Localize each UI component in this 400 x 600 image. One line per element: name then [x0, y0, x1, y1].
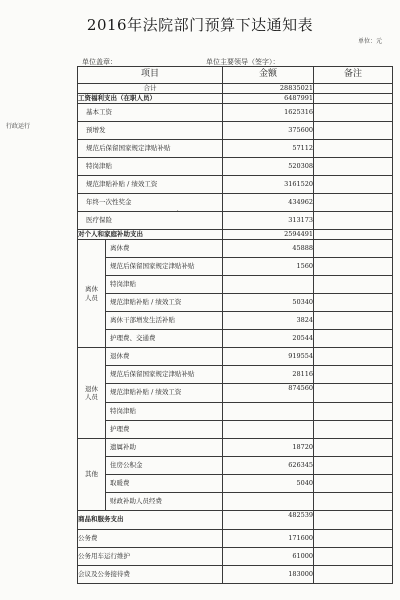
- item-label: 规范后保留国家规定津贴补贴: [106, 258, 223, 276]
- section-label: 对个人和家庭补助支出: [78, 230, 223, 240]
- group-label-line: 离休: [85, 285, 98, 294]
- note-cell: [314, 312, 393, 330]
- item-label: 财政补助人员经费: [106, 493, 223, 511]
- leader-signature-label: 单位主要领导（签字）：: [206, 58, 280, 66]
- note-cell: [314, 276, 393, 294]
- unit-label: 单位：元: [357, 38, 382, 45]
- note-cell: [314, 457, 393, 475]
- item-amount: 3824: [223, 312, 314, 330]
- note-cell: [314, 94, 393, 104]
- item-label: 规范津贴补贴 / 绩效工资: [106, 384, 223, 403]
- section-amount: 6487991: [223, 94, 314, 104]
- item-amount: [223, 276, 314, 294]
- total-amount: 28835021: [223, 84, 314, 94]
- item-amount: 626345: [223, 457, 314, 475]
- item-label: 特岗津贴: [78, 158, 223, 176]
- item-label: 医疗保险: [78, 212, 223, 230]
- item-amount: 919554: [223, 348, 314, 366]
- item-label: 规范津贴补贴 / 绩效工资: [78, 176, 223, 194]
- item-amount: 5040: [223, 475, 314, 493]
- section-row: [78, 94, 393, 104]
- item-label: 取暖费: [106, 475, 223, 493]
- note-cell: [314, 140, 393, 158]
- note-cell: [314, 530, 393, 548]
- item-amount: 45888: [223, 240, 314, 258]
- note-cell: [314, 176, 393, 194]
- note-cell: [314, 240, 393, 258]
- item-amount: 3161520: [223, 176, 314, 194]
- note-cell: [314, 421, 393, 439]
- section-amount: 2594491: [223, 230, 314, 240]
- note-cell: [314, 403, 393, 421]
- table-row: [78, 384, 393, 403]
- stray-mark: ′: [177, 210, 179, 217]
- note-cell: [314, 493, 393, 511]
- item-amount: 57112: [223, 140, 314, 158]
- table-row: [78, 158, 393, 176]
- total-label: 合计: [78, 84, 223, 94]
- table-row: [78, 176, 393, 194]
- group-label-other: 其他: [78, 439, 106, 511]
- item-label: 住房公积金: [106, 457, 223, 475]
- group-label-line: 人员: [85, 293, 98, 302]
- table-row: [78, 348, 393, 366]
- table-row: [78, 122, 393, 140]
- note-cell: [314, 566, 393, 584]
- table-row: [78, 439, 393, 457]
- note-cell: [314, 348, 393, 366]
- item-amount: [223, 403, 314, 421]
- item-amount: 183000: [223, 566, 314, 584]
- note-cell: [314, 511, 393, 530]
- table-row: [78, 566, 393, 584]
- item-amount: 18720: [223, 439, 314, 457]
- note-cell: [314, 330, 393, 348]
- item-label: 离休费: [106, 240, 223, 258]
- note-cell: [314, 366, 393, 384]
- item-label: 护理费、交通费: [106, 330, 223, 348]
- item-amount: 874560: [223, 384, 314, 403]
- table-row: [78, 194, 393, 212]
- item-label: 年终一次性奖金: [78, 194, 223, 212]
- table-row: [78, 240, 393, 258]
- table-row: [78, 475, 393, 493]
- item-label: 规范后保留国家规定津贴补贴: [78, 140, 223, 158]
- item-label: 退休费: [106, 348, 223, 366]
- note-cell: [314, 548, 393, 566]
- page-title: 2016年法院部门预算下达通知表: [86, 16, 314, 34]
- table-row: [78, 294, 393, 312]
- item-amount: 375600: [223, 122, 314, 140]
- item-amount: 434962: [223, 194, 314, 212]
- table-row: [78, 493, 393, 511]
- note-cell: [314, 122, 393, 140]
- item-amount: 20544: [223, 330, 314, 348]
- col-item-header: 项目: [78, 67, 223, 84]
- item-label: 特岗津贴: [106, 403, 223, 421]
- note-cell: [314, 158, 393, 176]
- section-amount: 482539: [223, 511, 314, 530]
- item-amount: [223, 493, 314, 511]
- table-row: [78, 212, 393, 230]
- section-row: [78, 230, 393, 240]
- group-label-pensioner: [78, 348, 106, 439]
- section-row: [78, 511, 393, 530]
- item-amount: 1625316: [223, 104, 314, 122]
- item-label: 基本工资: [78, 104, 223, 122]
- item-amount: 520308: [223, 158, 314, 176]
- note-cell: [314, 475, 393, 493]
- item-label: 护理费: [106, 421, 223, 439]
- table-row: [78, 104, 393, 122]
- seal-label: 单位盖章：: [82, 58, 117, 66]
- note-cell: [314, 439, 393, 457]
- note-cell: [314, 84, 393, 94]
- note-cell: [314, 258, 393, 276]
- total-row: [78, 84, 393, 94]
- table-row: [78, 276, 393, 294]
- table-row: [78, 330, 393, 348]
- item-label: 会议及公务接待费: [78, 566, 223, 584]
- table-row: [78, 421, 393, 439]
- item-label: 预增发: [78, 122, 223, 140]
- table-row: [78, 312, 393, 330]
- col-note-header: 备注: [314, 67, 393, 84]
- note-cell: [314, 194, 393, 212]
- note-cell: [314, 384, 393, 403]
- table-row: [78, 403, 393, 421]
- item-amount: 28116: [223, 366, 314, 384]
- table-row: [78, 258, 393, 276]
- item-amount: 171600: [223, 530, 314, 548]
- note-cell: [314, 230, 393, 240]
- section-label: 工资福利支出（在职人员）: [78, 94, 223, 104]
- note-cell: [314, 104, 393, 122]
- item-label: 规范津贴补贴 / 绩效工资: [106, 294, 223, 312]
- group-label-line: 人员: [85, 393, 98, 401]
- item-label: 离休干部增发生活补贴: [106, 312, 223, 330]
- item-amount: 1560: [223, 258, 314, 276]
- table-row: [78, 530, 393, 548]
- budget-table: [77, 66, 393, 584]
- item-label: 公务用车运行维护: [78, 548, 223, 566]
- table-row: [78, 457, 393, 475]
- note-cell: [314, 212, 393, 230]
- item-label: 规范后保留国家规定津贴补贴: [106, 366, 223, 384]
- group-label-line: 退休: [85, 384, 98, 393]
- col-amount-header: 金额: [223, 67, 314, 84]
- item-amount: 313173: [223, 212, 314, 230]
- item-label: 公务费: [78, 530, 223, 548]
- group-label-retired: [78, 240, 106, 348]
- table-row: [78, 140, 393, 158]
- side-note: 行政运行: [6, 123, 31, 130]
- table-row: [78, 548, 393, 566]
- item-amount: 61000: [223, 548, 314, 566]
- item-amount: [223, 421, 314, 439]
- section-label: 商品和服务支出: [78, 511, 223, 530]
- table-header-row: [78, 67, 393, 84]
- table-row: [78, 366, 393, 384]
- item-label: 遗属补助: [106, 439, 223, 457]
- note-cell: [314, 294, 393, 312]
- item-label: 特岗津贴: [106, 276, 223, 294]
- item-amount: 50340: [223, 294, 314, 312]
